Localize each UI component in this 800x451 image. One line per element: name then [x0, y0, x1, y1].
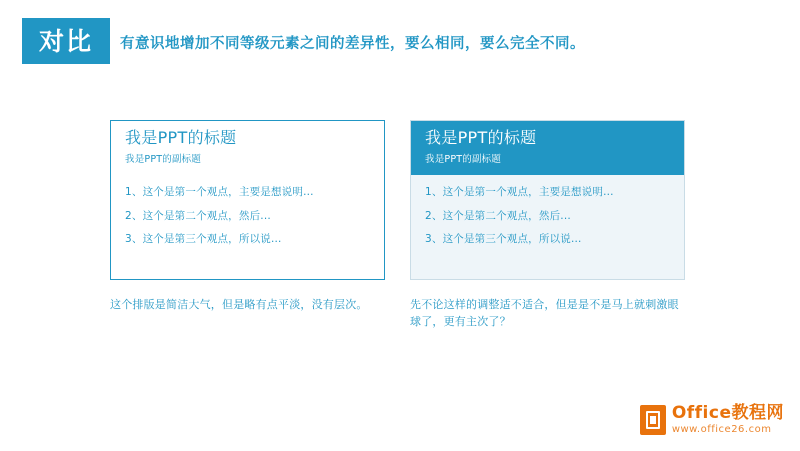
list-item: 2、这个是第二个观点，然后... [425, 209, 571, 222]
card-after-titlebar [411, 121, 684, 175]
card-before [110, 120, 385, 280]
card-before-titlebar [111, 121, 384, 175]
office-document-icon [640, 405, 666, 435]
card-before-bullets [111, 175, 384, 245]
card-before-title: 我是PPT的标题 [125, 128, 237, 147]
card-after [410, 120, 685, 280]
headline-text: 有意识地增加不同等级元素之间的差异性，要么相同，要么完全不同。 [120, 36, 585, 52]
list-item: 3、这个是第三个观点，所以说... [125, 233, 282, 245]
list-item: 1、这个是第一个观点，主要是想说明... [425, 186, 614, 198]
card-after-title: 我是PPT的标题 [425, 128, 537, 147]
card-before-subtitle: 我是PPT的副标题 [125, 154, 202, 165]
watermark-title: Office教程网 [671, 403, 784, 423]
slide-header [0, 18, 800, 70]
list-item: 1、这个是第一个观点，主要是想说明... [125, 186, 314, 198]
watermark-text [672, 405, 784, 435]
list-item: 3、这个是第三个观点，所以说... [425, 233, 582, 245]
list-item: 2、这个是第二个观点，然后... [125, 209, 271, 222]
card-after-subtitle: 我是PPT的副标题 [425, 154, 502, 165]
watermark-url: www.office26.com [671, 424, 772, 435]
card-after-caption: 先不论这样的调整适不适合，但是是不是马上就刺激眼球了，更有主次了？ [410, 298, 679, 329]
section-badge: 对比 [22, 18, 110, 64]
comparison-cards [0, 120, 800, 350]
card-after-bullets [411, 175, 684, 245]
card-before-caption: 这个排版是简洁大气，但是略有点平淡，没有层次。 [110, 298, 368, 311]
site-watermark [640, 403, 784, 437]
